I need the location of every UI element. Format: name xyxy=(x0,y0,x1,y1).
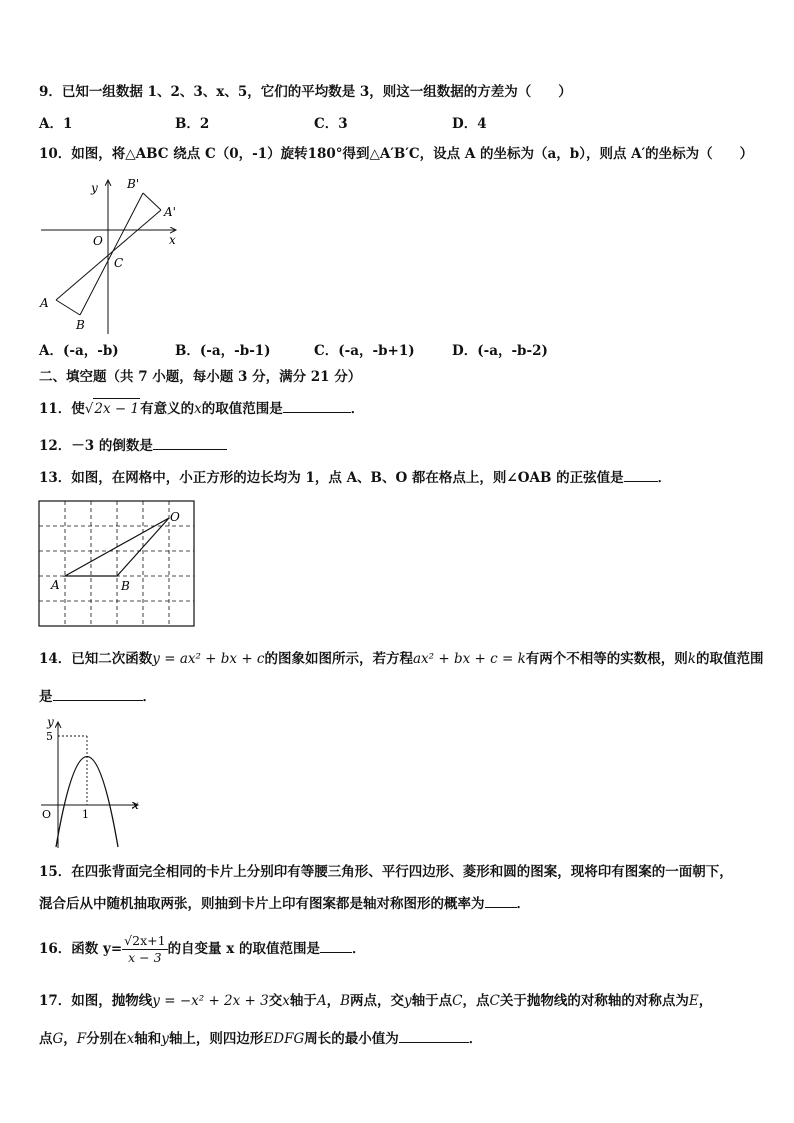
q10-option-a: A．(-a，-b) xyxy=(39,343,119,359)
q11-var: x xyxy=(194,401,202,417)
q17-t2: 交 xyxy=(268,993,283,1009)
q14-label-1: 1 xyxy=(82,808,89,821)
q17-t7: ，点 xyxy=(462,993,490,1009)
q10-label-x: x xyxy=(169,233,176,247)
q13-stem: 13．如图，在网格中，小正方形的边长均为 1，点 A、B、O 都在格点上，则∠OAB 的正弦值是 xyxy=(39,470,624,486)
q9-stem: 9．已知一组数据 1、2、3、x、5，它们的平均数是 3，则这一组数据的方差为（ ） xyxy=(39,84,572,100)
q17-x2: x xyxy=(126,1031,135,1047)
q9-option-c: C．3 xyxy=(314,116,348,132)
q10-segment-ab xyxy=(56,300,80,315)
q12 xyxy=(39,435,227,456)
q11-answer-blank[interactable] xyxy=(283,398,351,413)
q17-F: F xyxy=(76,1031,87,1047)
q14-post2: 的取值范围 xyxy=(695,651,764,667)
q17-C2: C xyxy=(489,993,500,1009)
q17-line2 xyxy=(39,1028,482,1049)
q17-t11: ， xyxy=(63,1031,77,1047)
q17-t8: 关于抛物线的对称轴的对称点为 xyxy=(499,993,689,1009)
q17-t15: 周长的最小值为 xyxy=(304,1031,399,1047)
q15-line1: 15．在四张背面完全相同的卡片上分别印有等腰三角形、平行四边形、菱形和圆的图案，现将印有图案的一面朝下， xyxy=(39,864,733,880)
q14-formula1: y = ax² + bx + c xyxy=(152,651,265,667)
q13-label-a: A xyxy=(51,578,60,592)
q10-stem: 10．如图，将△ABC 绕点 C（0，-1）旋转180°得到△A′B′C，设点 A 的坐标为（a，b），则点 A′的坐标为（ ） xyxy=(39,146,754,162)
q14-line2-text: 是 xyxy=(39,689,53,705)
q11-end: ． xyxy=(350,401,365,417)
q17-answer-blank[interactable] xyxy=(399,1028,469,1043)
q17-t3: 轴于 xyxy=(289,993,317,1009)
q9-option-d: D．4 xyxy=(452,116,487,132)
q11: 11．使√2x − 1有意义的x的取值范围是 ． xyxy=(39,398,364,419)
q17-t14: 轴上，则四边形 xyxy=(168,1031,264,1047)
q14-answer-blank[interactable] xyxy=(53,686,143,701)
q14-line2 xyxy=(39,686,156,707)
q10-label-a: A xyxy=(40,296,49,310)
q14-label-x: x xyxy=(132,798,139,812)
q12-text: 12．－3 的倒数是 xyxy=(39,438,153,454)
q10-option-d: D．(-a，-b-2) xyxy=(452,343,548,359)
q13-label-o: O xyxy=(170,510,180,524)
q17-formula: y = −x² + 2x + 3 xyxy=(152,993,269,1009)
q10-label-c: C xyxy=(114,256,124,270)
q10-figure xyxy=(36,172,186,337)
q13 xyxy=(39,467,671,488)
q17-t12: 分别在 xyxy=(86,1031,127,1047)
q12-answer-blank[interactable] xyxy=(153,435,227,450)
q17-E: E xyxy=(688,993,699,1009)
q16-end: ． xyxy=(352,941,366,957)
q14-label-y: y xyxy=(47,716,54,729)
q15-line2 xyxy=(39,893,530,914)
q17-end: ． xyxy=(468,1031,483,1047)
q11-post: 的取值范围是 xyxy=(201,401,283,417)
q17-t9: ， xyxy=(698,993,713,1009)
q11-mid: 有意义的 xyxy=(140,401,195,417)
q17-y1: y xyxy=(404,993,412,1009)
q15-line2-text: 混合后从中随机抽取两张，则抽到卡片上印有图案都是轴对称图形的概率为 xyxy=(39,896,485,912)
q17-A: A xyxy=(316,993,327,1009)
q9-option-a: A．1 xyxy=(39,116,73,132)
q10-segment-aprime-bprime xyxy=(143,193,161,210)
q15-end: ． xyxy=(516,896,530,912)
q10-label-aprime: A' xyxy=(164,205,176,219)
q15-answer-blank[interactable] xyxy=(485,893,517,908)
q14-post: 有两个不相等的实数根，则 xyxy=(525,651,688,667)
q14-mid: 的图象如图所示，若方程 xyxy=(264,651,413,667)
q14-pre: 14．已知二次函数 xyxy=(39,651,153,667)
q16-numerator: √2x+1 xyxy=(124,933,166,948)
q14-line1 xyxy=(39,649,763,669)
q16-post: 的自变量 x 的取值范围是 xyxy=(167,941,321,957)
q17-B: B xyxy=(340,993,351,1009)
q13-grid-figure xyxy=(38,500,196,628)
q16-pre: 16．函数 y= xyxy=(39,941,123,957)
q9-option-b: B．2 xyxy=(175,116,210,132)
q16-answer-blank[interactable] xyxy=(320,938,352,953)
q17-C: C xyxy=(452,993,463,1009)
q17-EDFG: EDFG xyxy=(263,1031,305,1047)
section-heading: 二、填空题（共 7 小题，每小题 3 分，满分 21 分） xyxy=(39,369,362,385)
q14-label-5: 5 xyxy=(46,730,53,743)
q17-t4: ， xyxy=(326,993,341,1009)
q14-k: k xyxy=(687,651,696,667)
q10-label-y: y xyxy=(91,181,98,195)
q17-t5: 两点，交 xyxy=(350,993,405,1009)
q16-denominator: x − 3 xyxy=(128,950,162,965)
q14-formula2: ax² + bx + c = k xyxy=(413,651,526,667)
q17-x1: x xyxy=(282,993,290,1009)
q14-parabola-figure xyxy=(36,716,148,850)
q14-label-o: O xyxy=(42,808,52,821)
q17-t13: 轴和 xyxy=(134,1031,162,1047)
q10-option-c: C．(-a，-b+1) xyxy=(314,343,415,359)
q17-G: G xyxy=(52,1031,64,1047)
q16 xyxy=(39,930,366,968)
q13-end: ． xyxy=(657,470,672,486)
q16-fraction xyxy=(122,933,167,966)
q10-option-b: B．(-a，-b-1) xyxy=(175,343,271,359)
q10-label-bprime: B' xyxy=(127,177,140,191)
q10-segment-b-bprime xyxy=(80,193,143,315)
q17-t1: 17．如图，抛物线 xyxy=(39,993,153,1009)
q11-radicand: 2x − 1 xyxy=(93,398,140,419)
q17-y2: y xyxy=(161,1031,169,1047)
q10-label-b: B xyxy=(76,318,85,332)
q17-t10: 点 xyxy=(39,1031,53,1047)
q17-line1 xyxy=(39,991,712,1011)
q13-label-b: B xyxy=(121,579,130,593)
q17-t6: 轴于点 xyxy=(411,993,453,1009)
q14-end: ． xyxy=(142,689,156,705)
q13-answer-blank[interactable] xyxy=(624,467,658,482)
q10-label-o: O xyxy=(93,234,103,248)
q11-pre: 11．使 xyxy=(39,401,85,417)
